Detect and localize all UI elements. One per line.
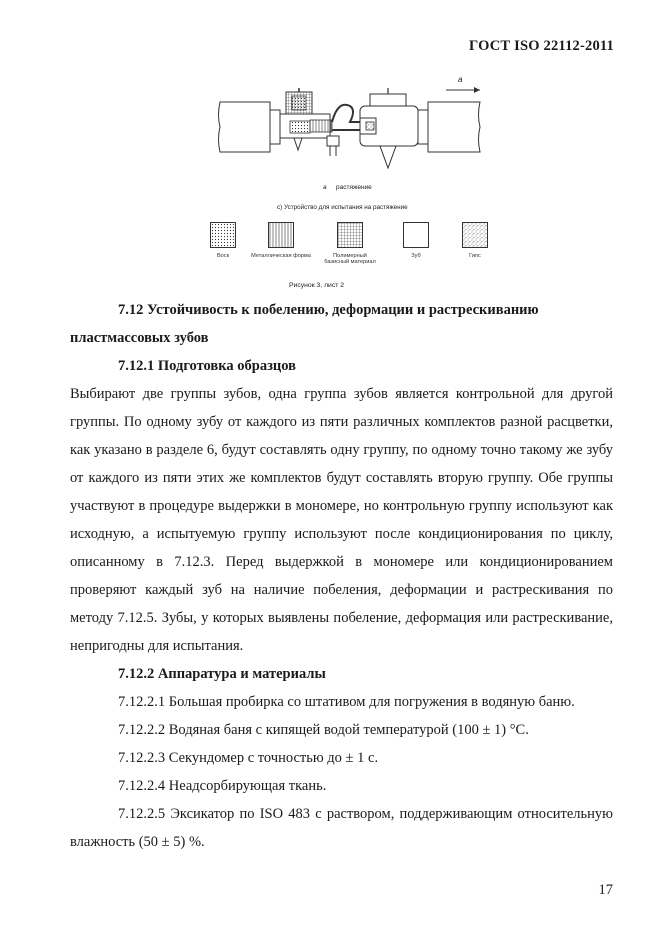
figure-legend — [210, 222, 510, 272]
item-7-12-2-4: 7.12.2.4 Неадсорбирующая ткань. — [118, 778, 327, 794]
section-7-12-2-heading: 7.12.2 Аппаратура и материалы — [118, 666, 326, 682]
section-7-12-1-paragraph: Выбирают две группы зубов, одна группа зубов является контрольной для другой группы. По одному зубу от каждого из пяти различных комплектов разной расцветки, как указано в разделе 6, будут составлять одну группу, по одному точно такому же зубу от каждого из пяти этих же комплектов будут составлять вторую группу. Обе группы участвуют в процедуре выдержки в мономере, но контрольную группу используют как исходную, а испытуемую группу используют после кондиционирования по циклу, описанному в 7.12.3. Перед выдержкой в мономере или кондиционированием проверяют каждый зуб на наличие побеления, деформации и растрескивания по методу 7.12.5. Зубы, у которых выявлены побеление, деформация или растрескивание, непригодны для испытания. — [70, 386, 613, 654]
arrow-label: a — [458, 75, 463, 84]
section-7-12-heading-line1: 7.12 Устойчивость к побелению, деформации и растрескиванию — [118, 302, 539, 318]
legend-swatch-metal-form — [268, 222, 294, 248]
document-header: ГОСТ ISO 22112-2011 — [469, 38, 614, 54]
legend-label-metal-form: Металлическая форма — [251, 253, 311, 259]
caption-c: c) Устройство для испытания на растяжение — [277, 204, 408, 211]
page-number: 17 — [598, 882, 613, 898]
caption-a-text: растяжение — [336, 184, 372, 191]
legend-label-tooth: Зуб — [411, 253, 421, 259]
caption-a-letter: a — [323, 184, 327, 191]
legend-swatch-wax — [210, 222, 236, 248]
legend-swatch-tooth — [403, 222, 429, 248]
item-7-12-2-5: 7.12.2.5 Эксикатор по ISO 483 с раствором, поддерживающим относительную влажность (50 ± 5) %. — [70, 806, 613, 850]
tensile-device-drawing — [210, 70, 510, 182]
section-7-12-heading-line2: пластмассовых зубов — [70, 330, 209, 346]
figure-title: Рисунок 3, лист 2 — [289, 282, 345, 289]
section-7-12-1-heading: 7.12.1 Подготовка образцов — [118, 358, 296, 374]
legend-label-gypsum: Гипс — [469, 253, 481, 259]
legend-label-polymer: Полимерный базисный материал — [324, 253, 376, 266]
item-7-12-2-1: 7.12.2.1 Большая пробирка со штативом для погружения в водяную баню. — [118, 694, 575, 710]
legend-label-wax: Воск — [216, 253, 230, 259]
body-text — [70, 296, 613, 856]
item-7-12-2-2: 7.12.2.2 Водяная баня с кипящей водой температурой (100 ± 1) °С. — [118, 722, 529, 738]
figure-tensile-device — [210, 70, 510, 295]
item-7-12-2-3: 7.12.2.3 Секундомер с точностью до ± 1 с. — [118, 750, 379, 766]
legend-swatch-polymer — [337, 222, 363, 248]
legend-swatch-gypsum — [462, 222, 488, 248]
